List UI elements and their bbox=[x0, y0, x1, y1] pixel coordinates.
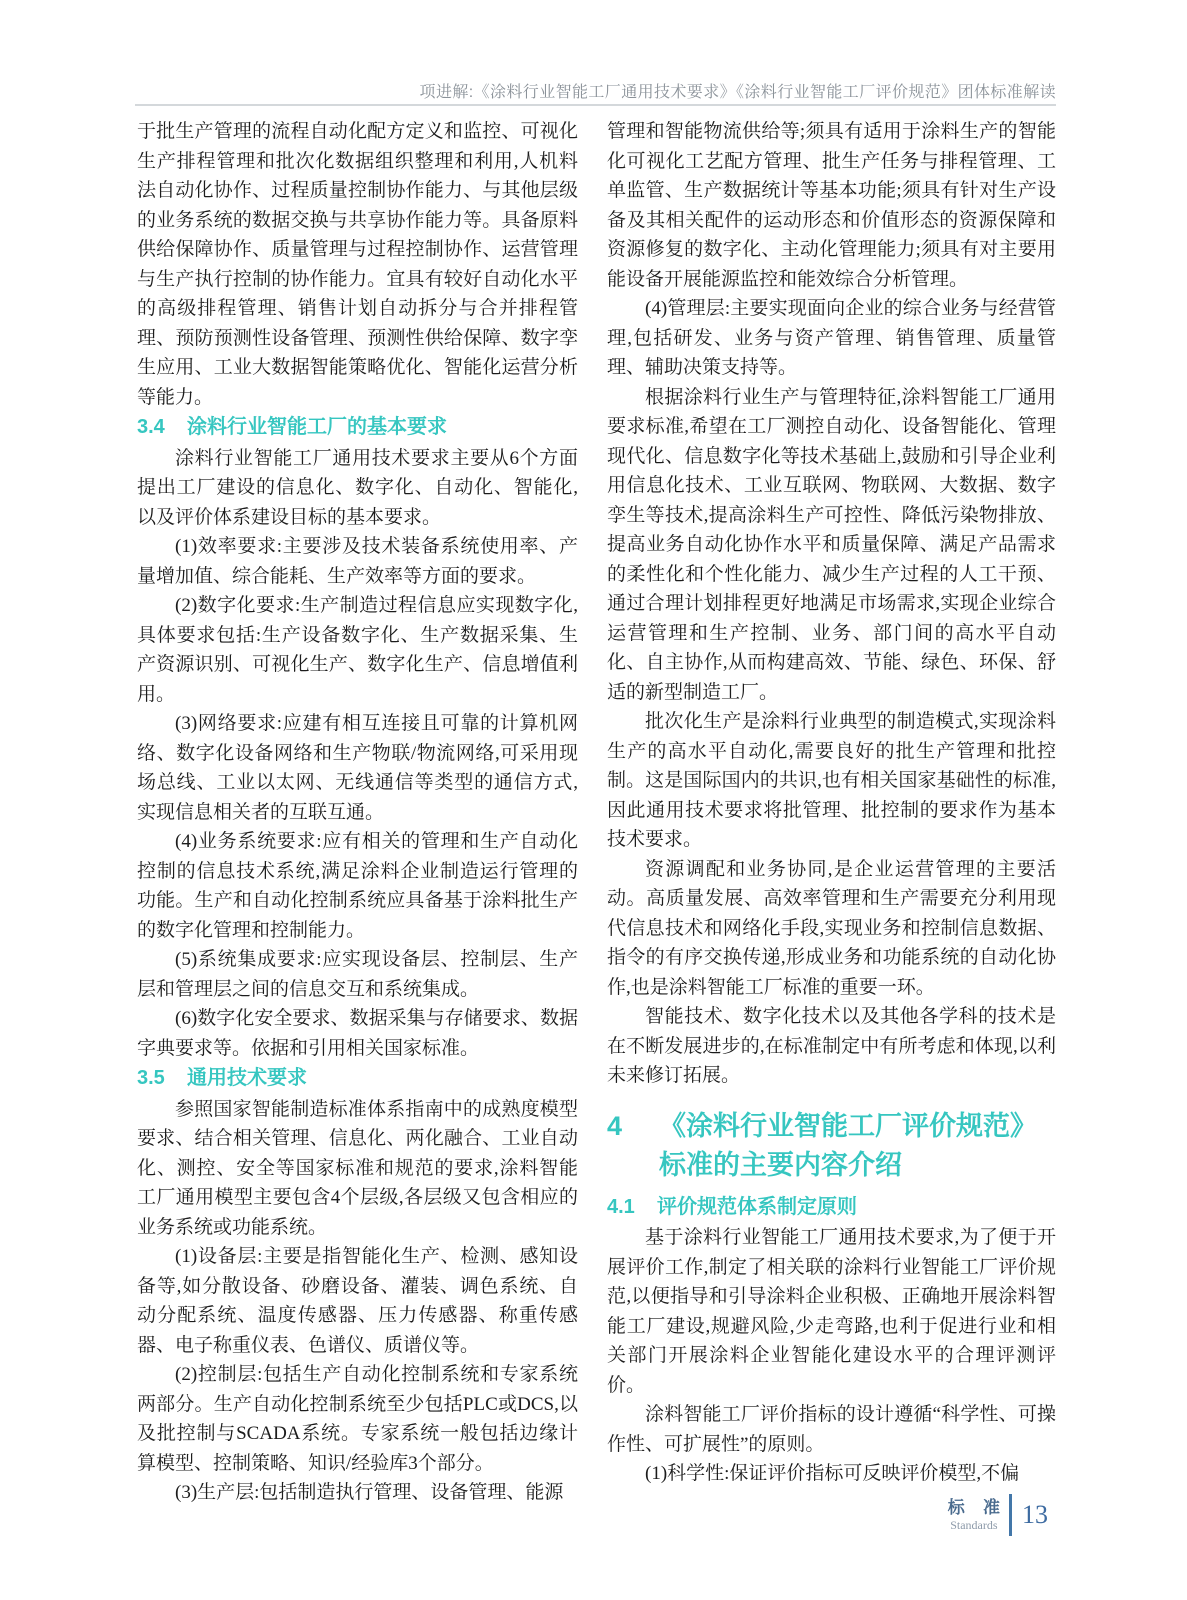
paragraph: 智能技术、数字化技术以及其他各学科的技术是在不断发展进步的,在标准制定中有所考虑和体现,以利未来修订拓展。 bbox=[607, 1006, 1056, 1086]
left-column bbox=[137, 117, 578, 1508]
right-column bbox=[607, 117, 1056, 1508]
paragraph: (2)数字化要求:生产制造过程信息应实现数字化,具体要求包括:生产设备数字化、生产数据采集、生产资源识别、可视化生产、数字化生产、信息增值利用。 bbox=[137, 595, 578, 705]
page-footer bbox=[948, 1494, 1048, 1536]
paragraph: (3)网络要求:应建有相互连接且可靠的计算机网络、数字化设备网络和生产物联/物流网络,可采用现场总线、工业以太网、无线通信等类型的通信方式,实现信息相关者的互联互通。 bbox=[137, 713, 578, 823]
heading-number: 4 bbox=[607, 1110, 623, 1141]
heading-text: 评价规范体系制定原则 bbox=[657, 1195, 857, 1218]
heading-number: 4.1 bbox=[607, 1195, 635, 1218]
paragraph: 基于涂料行业智能工厂通用技术要求,为了便于开展评价工作,制定了相关联的涂料行业智能工厂评价规范,以便指导和引导涂料企业积极、正确地开展涂料智能工厂建设,规避风险,少走弯路,也利于促进行业和相关部门开展涂料企业智能化建设水平的合理评测评价。 bbox=[607, 1227, 1056, 1396]
footer-label-en: Standards bbox=[950, 1518, 998, 1532]
paragraph: 参照国家智能制造标准体系指南中的成熟度模型要求、结合相关管理、信息化、两化融合、工业自动化、测控、安全等国家标准和规范的要求,涂料智能工厂通用模型主要包含4个层级,各层级又包含相应的业务系统或功能系统。 bbox=[137, 1098, 578, 1238]
page-number: 13 bbox=[1022, 1500, 1048, 1529]
heading-text: 通用技术要求 bbox=[187, 1067, 307, 1089]
heading-3-4 bbox=[137, 413, 578, 443]
paragraph: (5)系统集成要求:应实现设备层、控制层、生产层和管理层之间的信息交互和系统集成。 bbox=[137, 949, 578, 1000]
paragraph: (1)设备层:主要是指智能化生产、检测、感知设备等,如分散设备、砂磨设备、灌装、调色系统、自动分配系统、温度传感器、压力传感器、称重传感器、电子称重仪表、色谱仪、质谱仪等。 bbox=[137, 1246, 578, 1356]
paragraph: (4)业务系统要求:应有相关的管理和生产自动化控制的信息技术系统,满足涂料企业制造运行管理的功能。生产和自动化控制系统应具备基于涂料批生产的数字化管理和控制能力。 bbox=[137, 831, 578, 941]
footer-labels bbox=[947, 1498, 1007, 1532]
running-head: 项进解:《涂料行业智能工厂通用技术要求》《涂料行业智能工厂评价规范》团体标准解读 bbox=[419, 84, 1056, 101]
header-rule bbox=[135, 104, 1056, 106]
heading-4 bbox=[607, 1107, 1056, 1185]
footer-label-cn: 标 准 bbox=[947, 1498, 1007, 1517]
paragraph: (4)管理层:主要实现面向企业的综合业务与经营管理,包括研发、业务与资产管理、销售管理、质量管理、辅助决策支持等。 bbox=[607, 298, 1056, 378]
heading-3-5 bbox=[137, 1064, 578, 1094]
paragraph: 批次化生产是涂料行业典型的制造模式,实现涂料生产的高水平自动化,需要良好的批生产管理和批控制。这是国际国内的共识,也有相关国家基础性的标准,因此通用技术要求将批管理、批控制的要求作为基本技术要求。 bbox=[607, 711, 1056, 850]
paragraph: 资源调配和业务协同,是企业运营管理的主要活动。高质量发展、高效率管理和生产需要充分利用现代信息技术和网络化手段,实现业务和控制信息数据、指令的有序交换传递,形成业务和功能系统的自动化协作,也是涂料智能工厂标准的重要一环。 bbox=[607, 858, 1056, 998]
paragraph: 于批生产管理的流程自动化配方定义和监控、可视化生产排程管理和批次化数据组织整理和利用,人机料法自动化协作、过程质量控制协作能力、与其他层级的业务系统的数据交换与共享协作能力等。具备原料供给保障协作、质量管理与过程控制协作、运营管理与生产执行控制的协作能力。宜具有较好自动化水平的高级排程管理、销售计划自动拆分与合并排程管理、预防预测性设备管理、预测性供给保障、数字孪生应用、工业大数据智能策略优化、智能化运营分析等能力。 bbox=[137, 121, 578, 408]
paragraph: 根据涂料行业生产与管理特征,涂料智能工厂通用要求标准,希望在工厂测控自动化、设备智能化、管理现代化、信息数字化等技术基础上,鼓励和引导企业利用信息化技术、工业互联网、物联网、大数据、数字孪生等技术,提高涂料生产可控性、降低污染物排放、提高业务自动化协作水平和质量保障、满足产品需求的柔性化和个性化能力、减少生产过程的人工干预、通过合理计划排程更好地满足市场需求,实现企业综合运营管理和生产控制、业务、部门间的高水平自动化、自主协作,从而构建高效、节能、绿色、环保、舒适的新型制造工厂。 bbox=[607, 386, 1056, 703]
footer-divider bbox=[1009, 1494, 1012, 1536]
paragraph: (2)控制层:包括生产自动化控制系统和专家系统两部分。生产自动化控制系统至少包括PLC或DCS,以及批控制与SCADA系统。专家系统一般包括边缘计算模型、控制策略、知识/经验库3个部分。 bbox=[137, 1364, 578, 1474]
paragraph: 管理和智能物流供给等;须具有适用于涂料生产的智能化可视化工艺配方管理、批生产任务与排程管理、工单监管、生产数据统计等基本功能;须具有针对生产设备及其相关配件的运动形态和价值形态的资源保障和资源修复的数字化、主动化管理能力;须具有对主要用能设备开展能源监控和能效综合分析管理。 bbox=[607, 121, 1056, 290]
paragraph: (1)效率要求:主要涉及技术装备系统使用率、产量增加值、综合能耗、生产效率等方面的要求。 bbox=[137, 536, 578, 587]
paragraph: 涂料智能工厂评价指标的设计遵循“科学性、可操作性、可扩展性”的原则。 bbox=[607, 1404, 1056, 1455]
paragraph: 涂料行业智能工厂通用技术要求主要从6个方面提出工厂建设的信息化、数字化、自动化、智能化,以及评价体系建设目标的基本要求。 bbox=[137, 447, 578, 528]
heading-text: 《涂料行业智能工厂评价规范》标准的主要内容介绍 bbox=[659, 1110, 1037, 1180]
heading-number: 3.5 bbox=[137, 1067, 165, 1089]
heading-text: 涂料行业智能工厂的基本要求 bbox=[187, 416, 447, 438]
article-body bbox=[137, 117, 1056, 1508]
paragraph: (3)生产层:包括制造执行管理、设备管理、能源 bbox=[175, 1482, 564, 1503]
paragraph: (6)数字化安全要求、数据采集与存储要求、数据字典要求等。依据和引用相关国家标准。 bbox=[137, 1008, 578, 1059]
heading-number: 3.4 bbox=[137, 416, 165, 438]
heading-4-1 bbox=[607, 1193, 1056, 1223]
paragraph: (1)科学性:保证评价指标可反映评价模型,不偏 bbox=[645, 1463, 1020, 1484]
